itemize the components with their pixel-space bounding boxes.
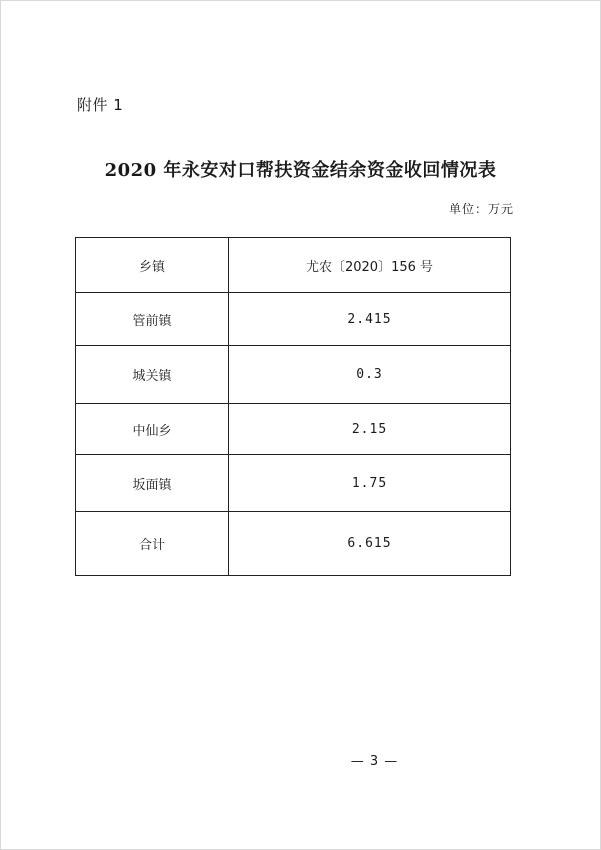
- amount-cell: 2.415: [229, 293, 511, 346]
- amount-cell: 2.15: [229, 404, 511, 455]
- document-title: 2020 年永安对口帮扶资金结余资金收回情况表: [104, 160, 497, 181]
- table-row: [76, 404, 511, 455]
- table-header-row: [76, 238, 511, 293]
- total-label-cell: 合计: [76, 512, 229, 576]
- town-cell: 管前镇: [76, 293, 229, 346]
- column-header-document: 尤农〔2020〕156 号: [229, 238, 511, 293]
- town-cell: 城关镇: [76, 346, 229, 404]
- amount-cell: 0.3: [229, 346, 511, 404]
- attachment-label: 附件 1: [77, 96, 124, 114]
- table-row: [76, 293, 511, 346]
- town-cell: 中仙乡: [76, 404, 229, 455]
- fund-recovery-table: [75, 237, 511, 576]
- unit-label: 单位：万元: [448, 202, 514, 216]
- amount-cell: 1.75: [229, 455, 511, 512]
- total-amount-cell: 6.615: [229, 512, 511, 576]
- town-cell: 坂面镇: [76, 455, 229, 512]
- table-row: [76, 455, 511, 512]
- column-header-town: 乡镇: [76, 238, 229, 293]
- table-total-row: [76, 512, 511, 576]
- table-row: [76, 346, 511, 404]
- page-number: — 3 —: [350, 754, 399, 769]
